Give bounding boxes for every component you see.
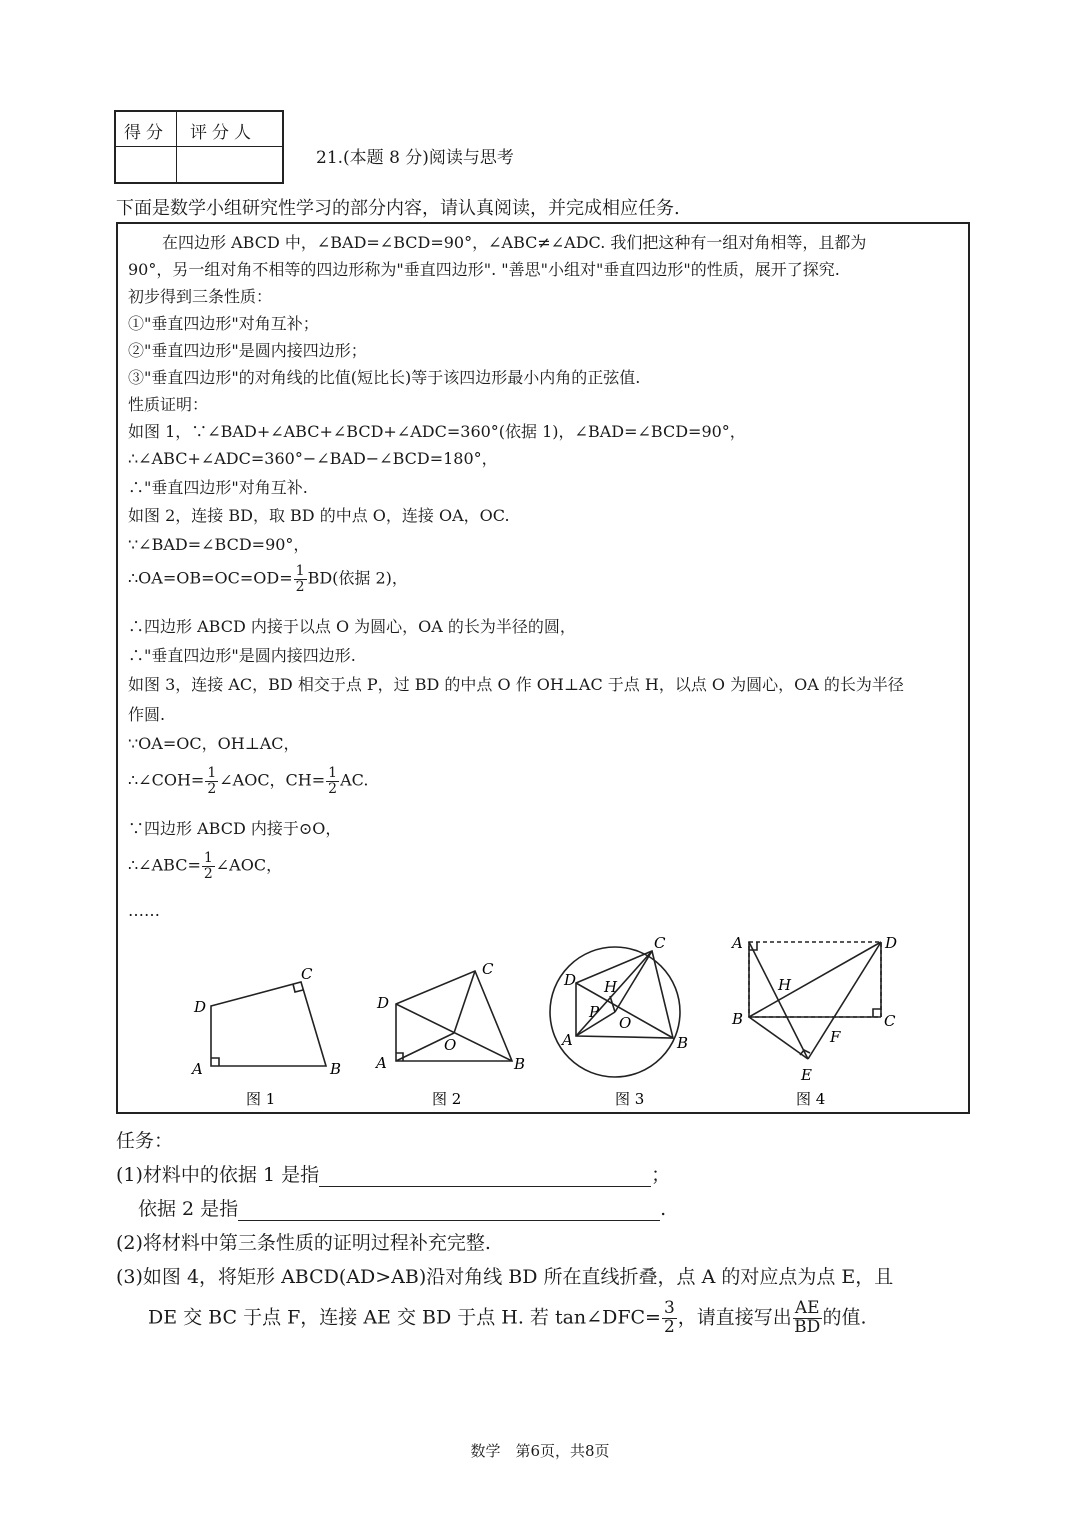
task-text: . bbox=[660, 1198, 667, 1220]
right-angle-mark bbox=[211, 1058, 219, 1066]
label-b: B bbox=[677, 1034, 689, 1052]
material-line bbox=[128, 851, 282, 881]
material-line: 作圆. bbox=[128, 705, 166, 724]
segment-oc bbox=[454, 971, 475, 1033]
label-o: O bbox=[619, 1014, 632, 1032]
label-d: D bbox=[194, 998, 207, 1016]
label-d: D bbox=[885, 934, 898, 952]
material-line: 性质证明： bbox=[128, 395, 209, 414]
segment-oc bbox=[615, 951, 652, 1012]
fraction-den: 2 bbox=[207, 780, 217, 797]
label-e: E bbox=[801, 1066, 812, 1084]
material-line: ∴"垂直四边形"是圆内接四边形. bbox=[128, 646, 356, 665]
task-3b bbox=[148, 1300, 867, 1337]
equation-text: ∴OA=OB=OC=OD= bbox=[128, 568, 293, 588]
page-footer: 数学 第6页，共8页 bbox=[470, 1442, 610, 1460]
fraction-num: 1 bbox=[295, 563, 305, 579]
fraction bbox=[205, 766, 218, 796]
task-1b bbox=[138, 1194, 666, 1221]
figure-caption: 图 4 bbox=[796, 1090, 826, 1108]
fraction-den: 2 bbox=[663, 1316, 675, 1337]
score-label: 得分 bbox=[124, 123, 168, 143]
material-line: 初步得到三条性质： bbox=[128, 287, 273, 306]
task-2: (2)将材料中第三条性质的证明过程补充完整. bbox=[116, 1232, 491, 1254]
equation-text: ∴∠COH= bbox=[128, 770, 205, 790]
label-d: D bbox=[564, 971, 577, 989]
figure-caption: 图 3 bbox=[615, 1090, 645, 1108]
fraction bbox=[202, 851, 215, 881]
fraction bbox=[294, 564, 307, 594]
label-b: B bbox=[514, 1055, 526, 1073]
material-line bbox=[128, 564, 408, 594]
material-line: 如图 2，连接 BD，取 BD 的中点 O，连接 OA，OC. bbox=[128, 506, 510, 525]
label-a: A bbox=[376, 1054, 387, 1072]
label-c: C bbox=[301, 965, 313, 983]
task-text: ，请直接写出 bbox=[677, 1306, 792, 1329]
fraction-den: 2 bbox=[295, 578, 305, 595]
figure-caption: 图 2 bbox=[432, 1090, 462, 1108]
label-a: A bbox=[192, 1060, 203, 1078]
task-text: 的值. bbox=[822, 1306, 867, 1329]
material-line: ∴"垂直四边形"对角互补. bbox=[128, 478, 308, 497]
task-text: 依据 2 是指 bbox=[138, 1198, 239, 1220]
label-o: O bbox=[444, 1036, 457, 1054]
segment-de bbox=[808, 942, 881, 1059]
task-3a: (3)如图 4，将矩形 ABCD(AD>AB)沿对角线 BD 所在直线折叠，点 A 的对应点为点 E，且 bbox=[116, 1266, 894, 1288]
material-line: ①"垂直四边形"对角互补； bbox=[128, 314, 319, 333]
fraction bbox=[662, 1300, 677, 1337]
label-c: C bbox=[654, 934, 666, 952]
label-p: P bbox=[589, 1003, 600, 1021]
segment-be bbox=[749, 1017, 808, 1059]
material-line: 如图 3，连接 AC，BD 相交于点 P，过 BD 的中点 O 作 OH⊥AC 于点 H，以点 O 为圆心，OA 的长为半径 bbox=[128, 675, 904, 694]
material-line: ∵∠BAD=∠BCD=90°， bbox=[128, 535, 310, 554]
figure-1-quadrilateral bbox=[211, 982, 326, 1066]
material-line: ∴∠ABC+∠ADC=360°−∠BAD−∠BCD=180°， bbox=[128, 449, 498, 468]
figures bbox=[118, 924, 968, 1114]
table-divider bbox=[116, 146, 282, 147]
label-a: A bbox=[732, 934, 743, 952]
label-h: H bbox=[604, 978, 618, 996]
material-line: ②"垂直四边形"是圆内接四边形； bbox=[128, 341, 367, 360]
label-d: D bbox=[377, 994, 390, 1012]
label-c: C bbox=[482, 960, 494, 978]
fraction-num: 1 bbox=[203, 850, 213, 866]
table-divider bbox=[176, 112, 177, 182]
right-angle-mark bbox=[873, 1009, 881, 1017]
label-c: C bbox=[884, 1012, 896, 1030]
material-box bbox=[116, 222, 970, 1114]
fraction-num: 1 bbox=[207, 765, 217, 781]
fraction-den: 2 bbox=[328, 780, 338, 797]
answer-blank-2[interactable] bbox=[238, 1202, 660, 1221]
material-line: 90°，另一组对角不相等的四边形称为"垂直四边形". "善思"小组对"垂直四边形"的性质，展开了探究. bbox=[128, 260, 840, 279]
fraction-den: BD bbox=[794, 1316, 821, 1337]
material-line: 如图 1，∵∠BAD+∠ABC+∠BCD+∠ADC=360°(依据 1)，∠BAD=∠BCD=90°， bbox=[128, 422, 746, 441]
fraction-num: AE bbox=[794, 1298, 820, 1318]
task-1a bbox=[116, 1160, 670, 1187]
equation-text: ∠AOC， bbox=[215, 855, 283, 875]
fraction-num: 1 bbox=[328, 765, 338, 781]
equation-text: ∴∠ABC= bbox=[128, 855, 201, 875]
segment-ae bbox=[749, 942, 808, 1059]
material-line: ∵OA=OC，OH⊥AC， bbox=[128, 734, 300, 753]
task-text: (1)材料中的依据 1 是指 bbox=[116, 1164, 320, 1186]
tasks-heading: 任务： bbox=[116, 1130, 174, 1152]
intro-text: 下面是数学小组研究性学习的部分内容，请认真阅读，并完成相应任务. bbox=[116, 198, 680, 219]
equation-text: AC. bbox=[340, 770, 369, 790]
fraction bbox=[793, 1300, 822, 1337]
material-line: ∴四边形 ABCD 内接于以点 O 为圆心，OA 的长为半径的圆， bbox=[128, 617, 576, 636]
material-line: 在四边形 ABCD 中，∠BAD=∠BCD=90°，∠ABC≠∠ADC. 我们把这种有一组对角相等，且都为 bbox=[162, 233, 867, 252]
fraction-num: 3 bbox=[663, 1298, 675, 1318]
material-line: ∵四边形 ABCD 内接于⊙O， bbox=[128, 819, 342, 838]
task-text: ； bbox=[651, 1164, 671, 1186]
fraction-den: 2 bbox=[203, 865, 213, 882]
label-a: A bbox=[562, 1031, 573, 1049]
answer-blank-1[interactable] bbox=[319, 1168, 651, 1187]
fraction bbox=[326, 766, 339, 796]
material-line bbox=[128, 766, 368, 796]
equation-text: BD(依据 2)， bbox=[307, 568, 408, 588]
material-line: …… bbox=[128, 901, 160, 920]
question-title: 21.(本题 8 分)阅读与思考 bbox=[316, 148, 514, 168]
label-h: H bbox=[778, 976, 792, 994]
label-f: F bbox=[830, 1028, 841, 1046]
label-b: B bbox=[732, 1010, 744, 1028]
figure-caption: 图 1 bbox=[246, 1090, 276, 1108]
label-b: B bbox=[330, 1060, 342, 1078]
material-line: ③"垂直四边形"的对角线的比值(短比长)等于该四边形最小内角的正弦值. bbox=[128, 368, 641, 387]
equation-text: ∠AOC，CH= bbox=[219, 770, 326, 790]
grader-label: 评分人 bbox=[190, 123, 256, 143]
task-text: DE 交 BC 于点 F，连接 AE 交 BD 于点 H. 若 tan∠DFC= bbox=[148, 1306, 661, 1329]
score-table bbox=[114, 110, 284, 184]
